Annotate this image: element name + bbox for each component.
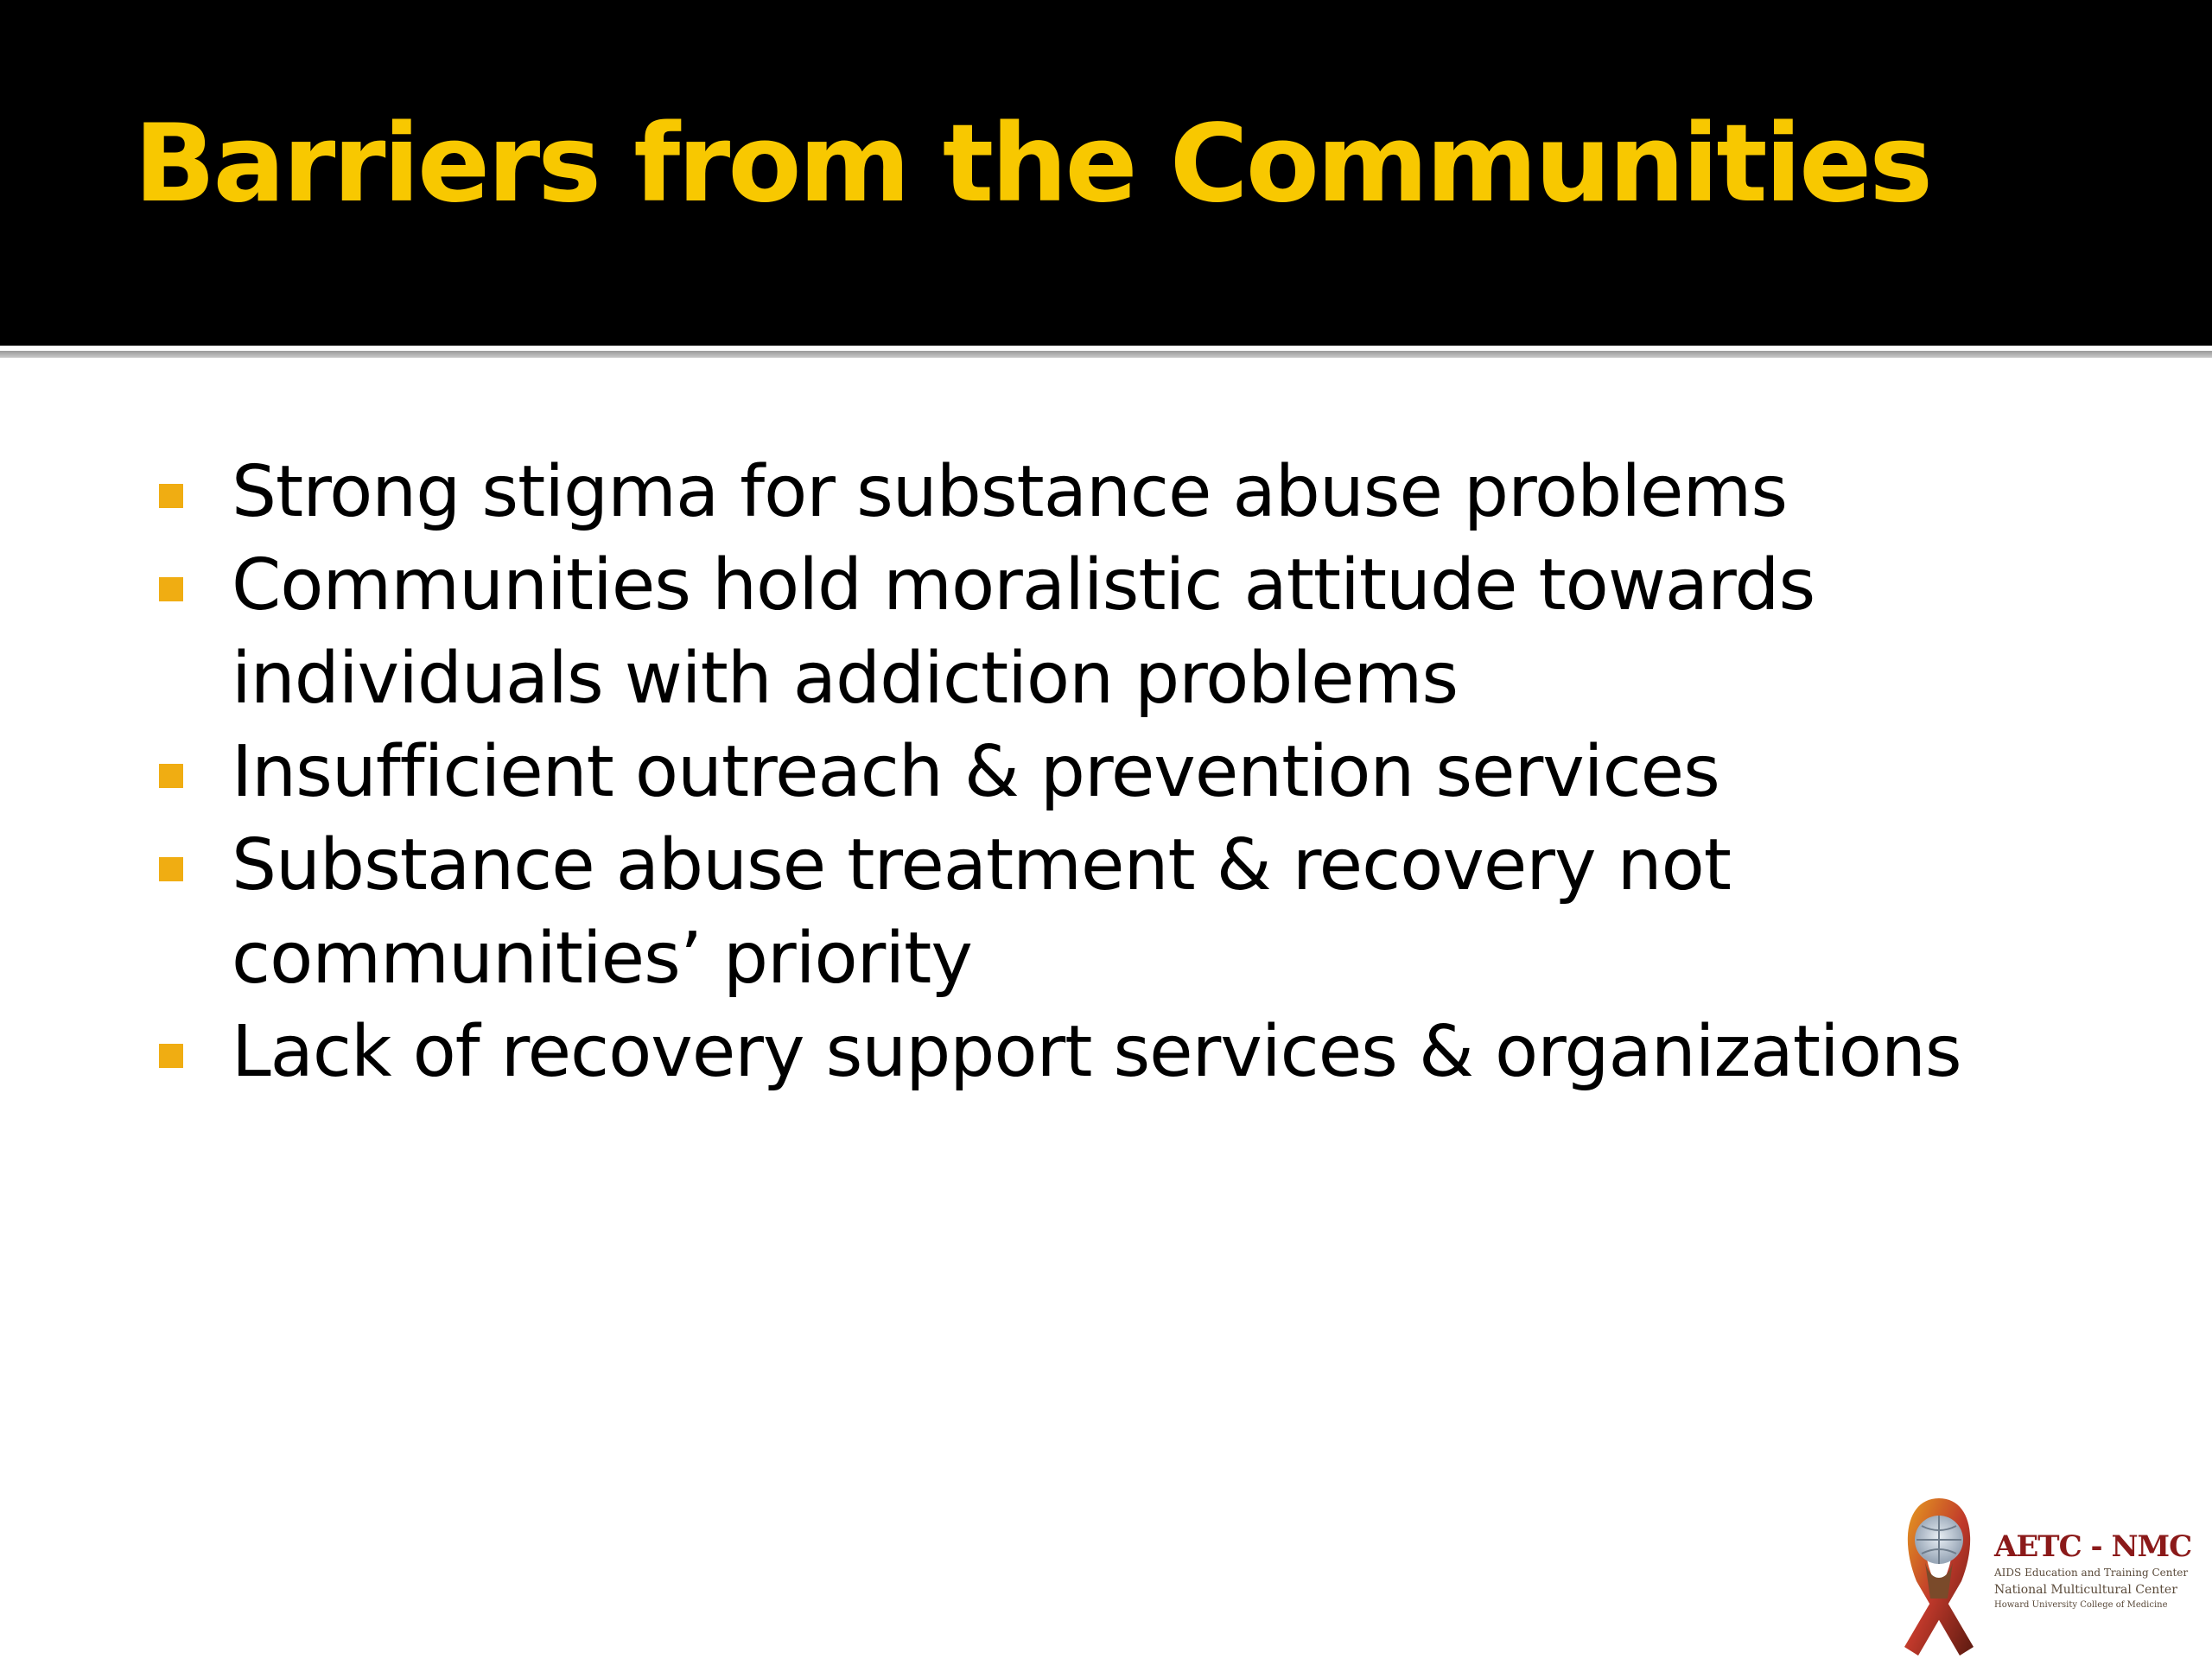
awareness-ribbon-globe-icon	[1891, 1486, 1987, 1659]
bullet-item	[156, 726, 2143, 819]
square-bullet-icon	[159, 484, 183, 508]
bullet-item	[156, 1006, 2143, 1099]
title-bar	[0, 0, 2212, 346]
square-bullet-icon	[159, 857, 183, 881]
bullet-text: Insufficient outreach & prevention services	[232, 731, 1719, 813]
bullet-item	[156, 819, 2143, 1006]
logo-subtitle-1: AIDS Education and Training Center	[1994, 1567, 2189, 1579]
square-bullet-icon	[159, 764, 183, 788]
square-bullet-icon	[159, 577, 183, 601]
logo-subtitle-2: National Multicultural Center	[1994, 1583, 2177, 1597]
logo-subtitle-3: Howard University College of Medicine	[1994, 1600, 2168, 1610]
bullet-list	[156, 446, 2143, 1099]
bullet-text: Communities hold moralistic attitude towards individuals with addiction problems	[232, 544, 1815, 720]
bullet-text: Substance abuse treatment & recovery not communities’ priority	[232, 824, 1731, 1000]
bullet-item	[156, 446, 2143, 539]
aetc-nmc-logo	[1891, 1486, 2195, 1659]
bullet-text: Lack of recovery support services & organizations	[232, 1011, 1961, 1093]
title-divider-shadow	[0, 351, 2212, 358]
square-bullet-icon	[159, 1044, 183, 1068]
logo-text	[1994, 1529, 2195, 1612]
slide-title: Barriers from the Communities	[134, 102, 1931, 226]
bullet-item	[156, 539, 2143, 726]
bullet-text: Strong stigma for substance abuse problems	[232, 451, 1788, 533]
logo-brand: AETC - NMC	[1994, 1529, 2192, 1564]
